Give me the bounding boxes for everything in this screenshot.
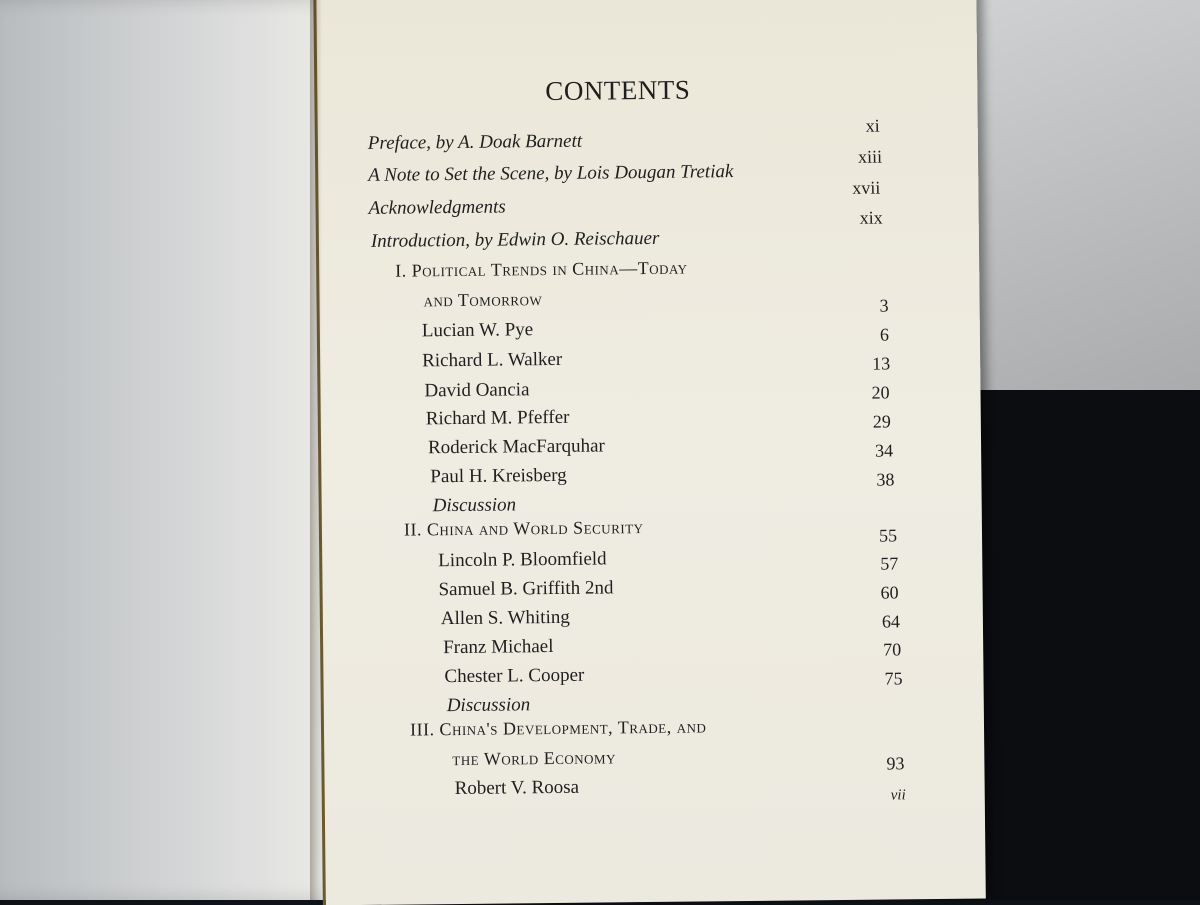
part-heading-2: II. China and World Security [403,517,644,540]
toc-entry: Chester L. Cooper [444,664,585,688]
toc-entry: David Oancia [424,379,530,402]
toc-entry: Lucian W. Pye [421,319,534,342]
toc-page: 93 [886,753,905,774]
toc-entry-discussion: Discussion [432,494,517,517]
toc-page: 38 [876,469,895,490]
toc-page-preface: xi [865,115,880,136]
book-gutter [310,0,322,900]
toc-entry-note: A Note to Set the Scene, by Lois Dougan Tretiak [368,161,734,186]
toc-page: 3 [879,295,889,316]
toc-entry: Robert V. Roosa [454,776,580,800]
toc-entry: Richard L. Walker [422,348,563,372]
toc-entry-discussion: Discussion [446,694,531,717]
toc-page: 13 [872,353,891,374]
toc-page: 64 [881,611,901,632]
toc-entry: Samuel B. Griffith 2nd [438,577,614,601]
toc-page: 57 [880,553,899,574]
toc-entry: Paul H. Kreisberg [430,464,567,488]
toc-page: 60 [880,582,899,603]
toc-page: 20 [871,382,890,403]
toc-entry: Franz Michael [443,636,554,659]
part-heading-3: III. China's Development, Trade, and [409,716,707,740]
toc-page: 75 [884,668,903,689]
background-dark [960,390,1200,900]
part-heading-3-cont: the World Economy [452,747,617,770]
toc-page: 6 [879,324,890,345]
toc-page-note: xiii [857,146,883,167]
page-folio: vii [890,787,906,804]
toc-entry: Richard M. Pfeffer [425,406,570,430]
toc-page-introduction: xix [859,207,883,228]
toc-page: 29 [872,411,891,432]
part-heading-1-cont: and Tomorrow [423,289,543,311]
toc-page: 55 [878,525,898,546]
background-surface [970,0,1200,390]
toc-page: 34 [875,440,894,461]
toc-entry-preface: Preface, by A. Doak Barnett [367,130,583,154]
toc-entry: Lincoln P. Bloomfield [438,548,607,572]
contents-page [313,0,986,905]
toc-page: 70 [883,639,902,660]
contents-title: CONTENTS [545,74,691,107]
toc-entry: Allen S. Whiting [440,606,570,630]
part-heading-1: I. Political Trends in China—Today [395,257,688,281]
toc-entry: Roderick MacFarquhar [427,435,605,459]
toc-entry-introduction: Introduction, by Edwin O. Reischauer [370,227,660,252]
toc-entry-acknowledgments: Acknowledgments [368,196,506,219]
toc-page-acknowledgments: xvii [852,177,881,198]
